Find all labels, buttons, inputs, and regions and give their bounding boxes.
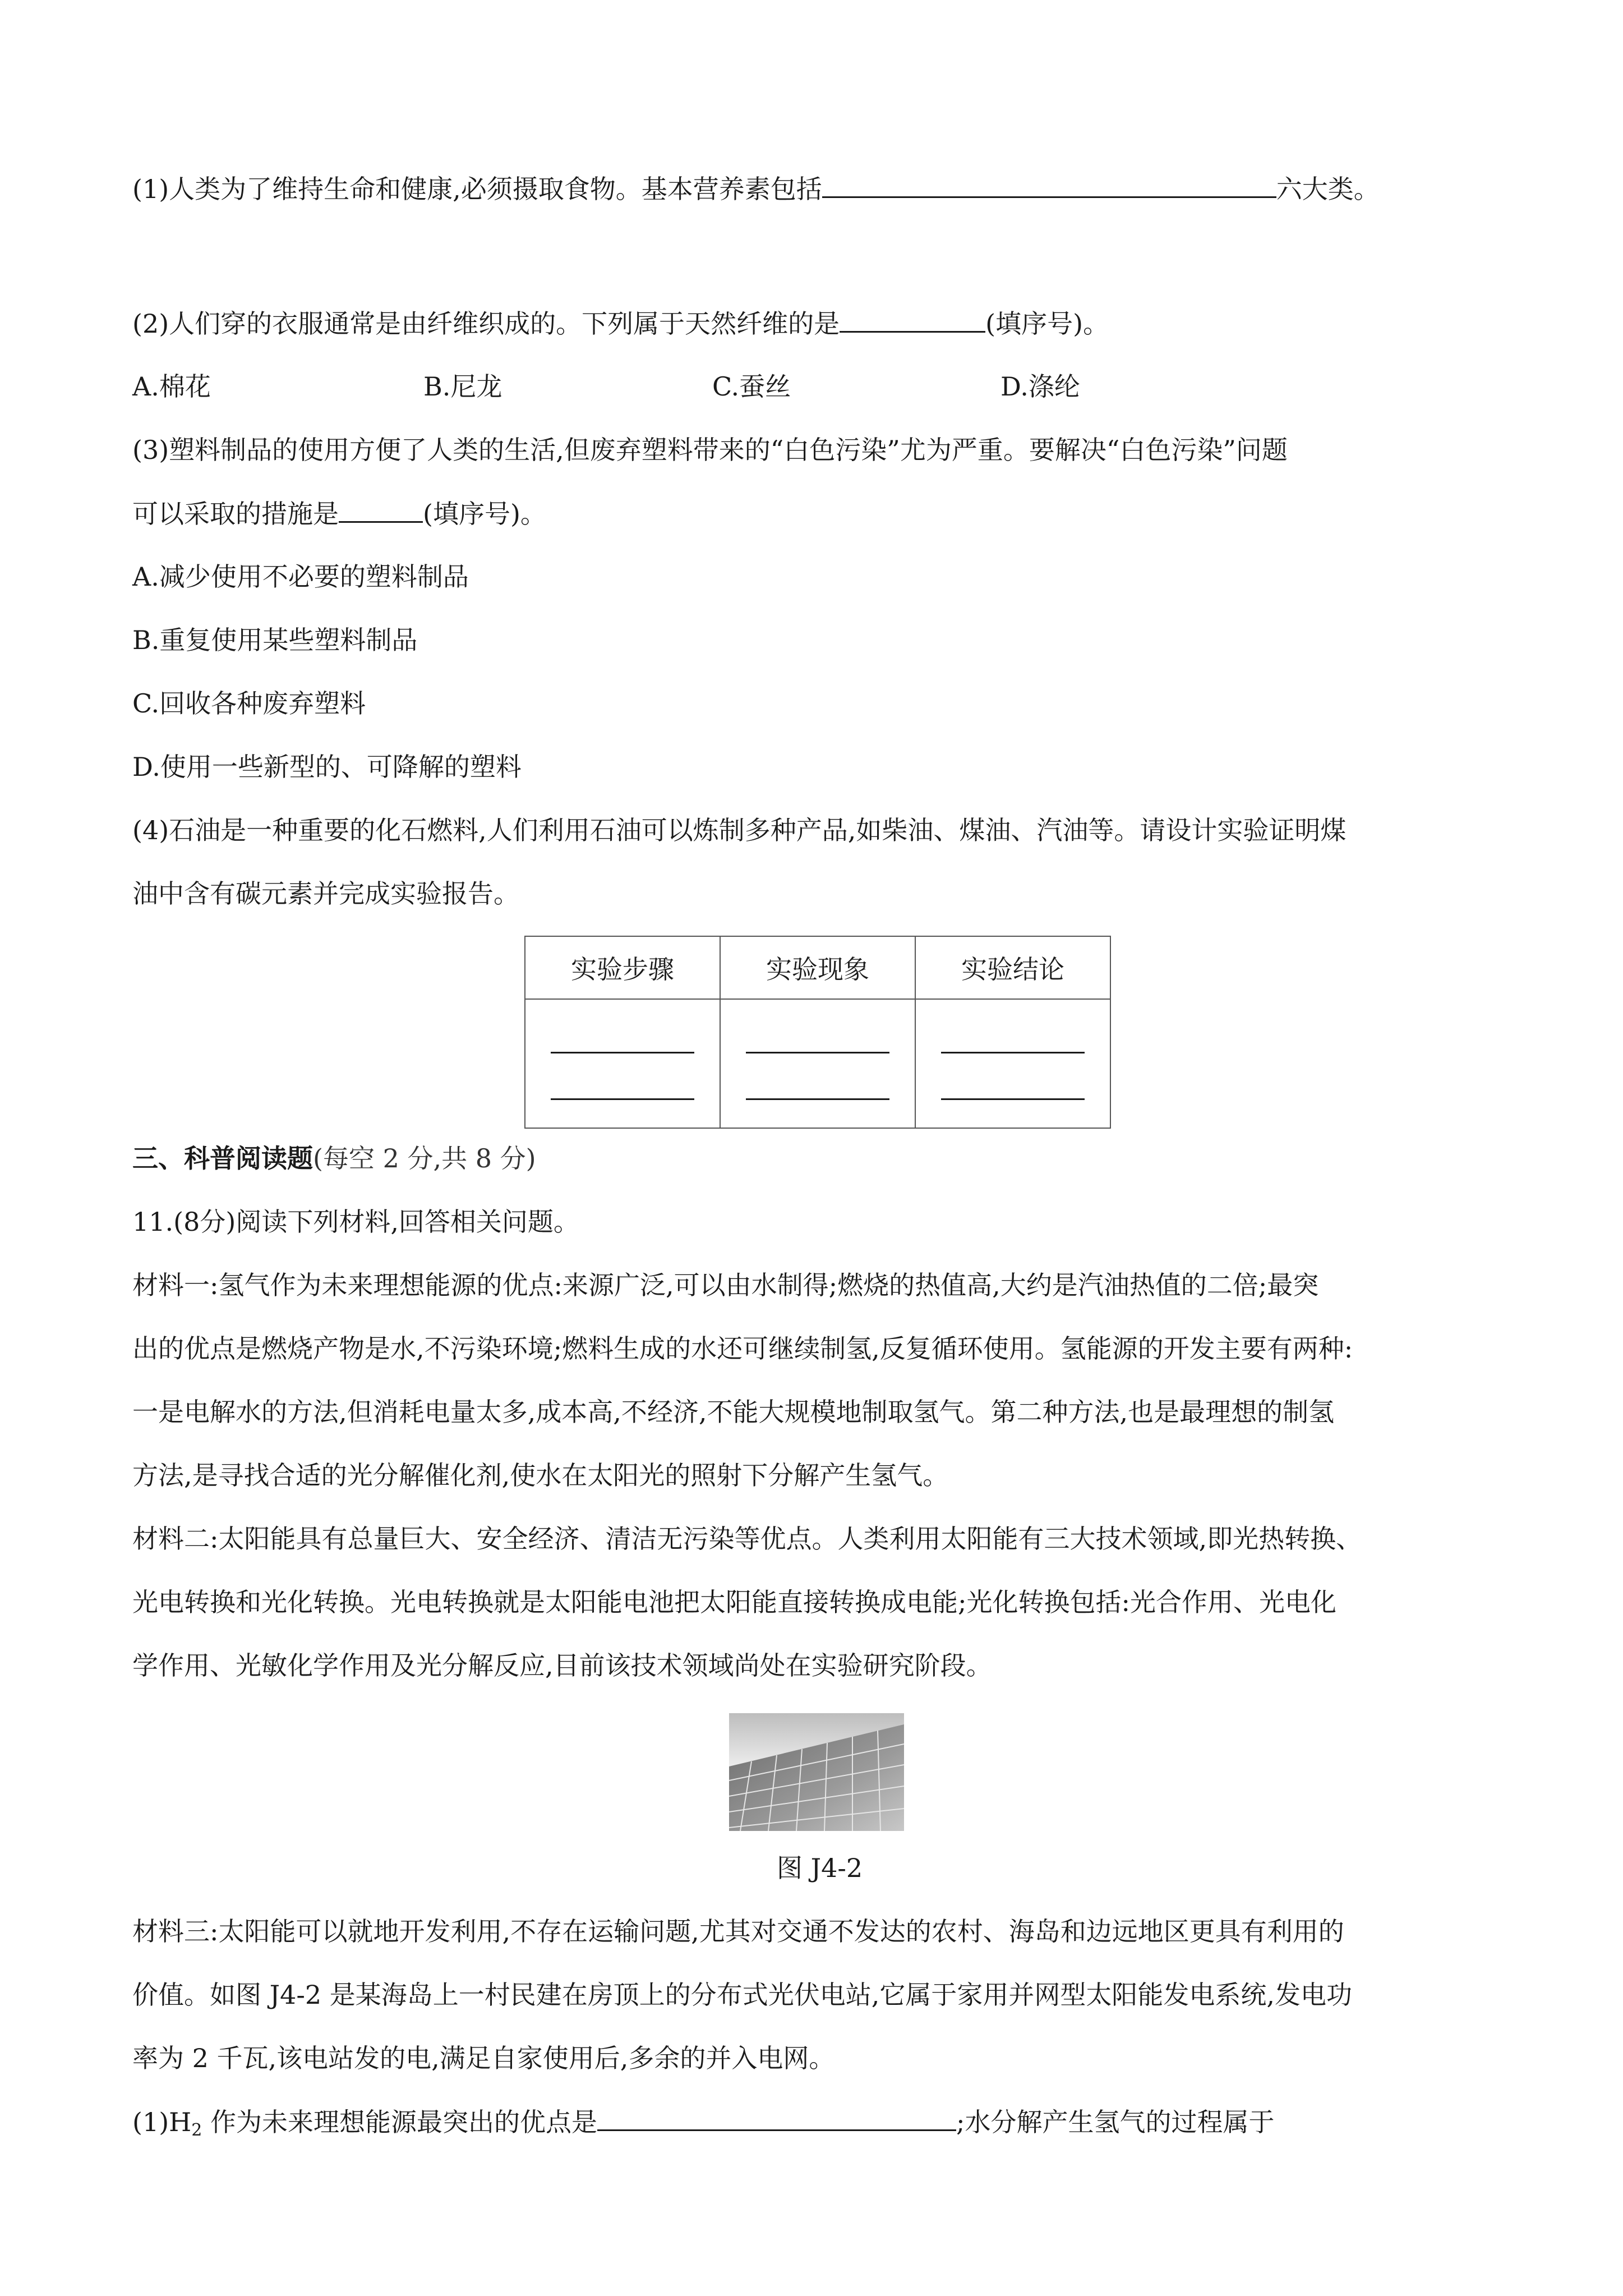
experiment-report-table [524, 936, 1111, 1129]
material2-line: 材料二:太阳能具有总量巨大、安全经济、清洁无污染等优点。人类利用太阳能有三大技术领域,即光热转换、 [132, 1524, 1362, 1554]
answer-blank[interactable] [941, 1085, 1085, 1100]
answer-blank[interactable] [822, 172, 1276, 198]
option-b: B.尼龙 [423, 371, 502, 402]
material2-line: 光电转换和光化转换。光电转换就是太阳能电池把太阳能直接转换成电能;光化转换包括:光合作用、光电化 [132, 1587, 1336, 1617]
material3-line: 率为 2 千瓦,该电站发的电,满足自家使用后,多余的并入电网。 [132, 2043, 835, 2073]
solar-panel-icon [729, 1713, 904, 1831]
section-title: 三、科普阅读题 [132, 1143, 313, 1174]
table-cell-phenomena [720, 999, 915, 1128]
material1-line: 方法,是寻找合适的光分解催化剂,使水在太阳光的照射下分解产生氢气。 [132, 1460, 949, 1490]
option-b: B.重复使用某些塑料制品 [132, 625, 418, 655]
q10-part1: (1)人类为了维持生命和健康,必须摄取食物。基本营养素包括 六大类。 [132, 172, 1380, 206]
answer-blank[interactable] [840, 306, 985, 333]
answer-blank[interactable] [746, 1038, 889, 1053]
material3-line: 材料三:太阳能可以就地开发利用,不存在运输问题,尤其对交通不发达的农村、海岛和边远地区更具有利用的 [132, 1916, 1344, 1947]
option-a: A.棉花 [132, 371, 211, 402]
answer-blank[interactable] [746, 1085, 889, 1100]
material1-line: 材料一:氢气作为未来理想能源的优点:来源广泛,可以由水制得;燃烧的热值高,大约是汽油热值的二倍;最突 [132, 1270, 1319, 1300]
section-heading [132, 1142, 536, 1175]
figure-caption: 图 J4-2 [777, 1853, 863, 1883]
option-a: A.减少使用不必要的塑料制品 [132, 562, 469, 592]
q10-part4-line1: (4)石油是一种重要的化石燃料,人们利用石油可以炼制多种产品,如柴油、煤油、汽油等。请设计实验证明煤 [132, 815, 1347, 845]
option-d: D.使用一些新型的、可降解的塑料 [132, 752, 522, 782]
solar-panel-image [729, 1713, 904, 1831]
option-d: D.涤纶 [1000, 371, 1080, 402]
table-header-conclusion: 实验结论 [915, 936, 1110, 999]
table-header-phenomena: 实验现象 [720, 936, 915, 999]
answer-blank[interactable] [597, 2105, 956, 2131]
material1-line: 一是电解水的方法,但消耗电量太多,成本高,不经济,不能大规模地制取氢气。第二种方法,也是最理想的制氢 [132, 1397, 1335, 1427]
answer-blank[interactable] [551, 1085, 694, 1100]
q10-part3-line1: (3)塑料制品的使用方便了人类的生活,但废弃塑料带来的“白色污染”尤为严重。要解决“白色污染”问题 [132, 435, 1288, 465]
section-note: (每空 2 分,共 8 分) [313, 1143, 536, 1174]
table-cell-conclusion [915, 999, 1110, 1128]
material3-line: 价值。如图 J4-2 是某海岛上一村民建在房顶上的分布式光伏电站,它属于家用并网型太阳能发电系统,发电功 [132, 1980, 1353, 2010]
q10-part4-line2: 油中含有碳元素并完成实验报告。 [132, 878, 519, 909]
q11-sub1: $(1)H_2$ 作为未来理想能源最突出的优点是 ;水分解产生氢气的过程属于 [132, 2105, 1275, 2147]
material2-line: 学作用、光敏化学作用及光分解反应,目前该技术领域尚处在实验研究阶段。 [132, 1650, 992, 1681]
option-c: C.蚕丝 [712, 371, 791, 402]
table-header-steps: 实验步骤 [525, 936, 720, 999]
answer-blank[interactable] [339, 496, 423, 523]
material1-line: 出的优点是燃烧产物是水,不污染环境;燃料生成的水还可继续制氢,反复循环使用。氢能源的开发主要有两种: [132, 1333, 1353, 1364]
table-cell-steps [525, 999, 720, 1128]
answer-blank[interactable] [551, 1038, 694, 1053]
q10-part2: (2)人们穿的衣服通常是由纤维织成的。下列属于天然纤维的是 (填序号)。 [132, 306, 1109, 341]
q10-part3-line2: 可以采取的措施是 (填序号)。 [132, 496, 546, 531]
q11-intro: 11.(8分)阅读下列材料,回答相关问题。 [132, 1207, 579, 1237]
option-c: C.回收各种废弃塑料 [132, 688, 366, 719]
answer-blank[interactable] [941, 1038, 1085, 1053]
